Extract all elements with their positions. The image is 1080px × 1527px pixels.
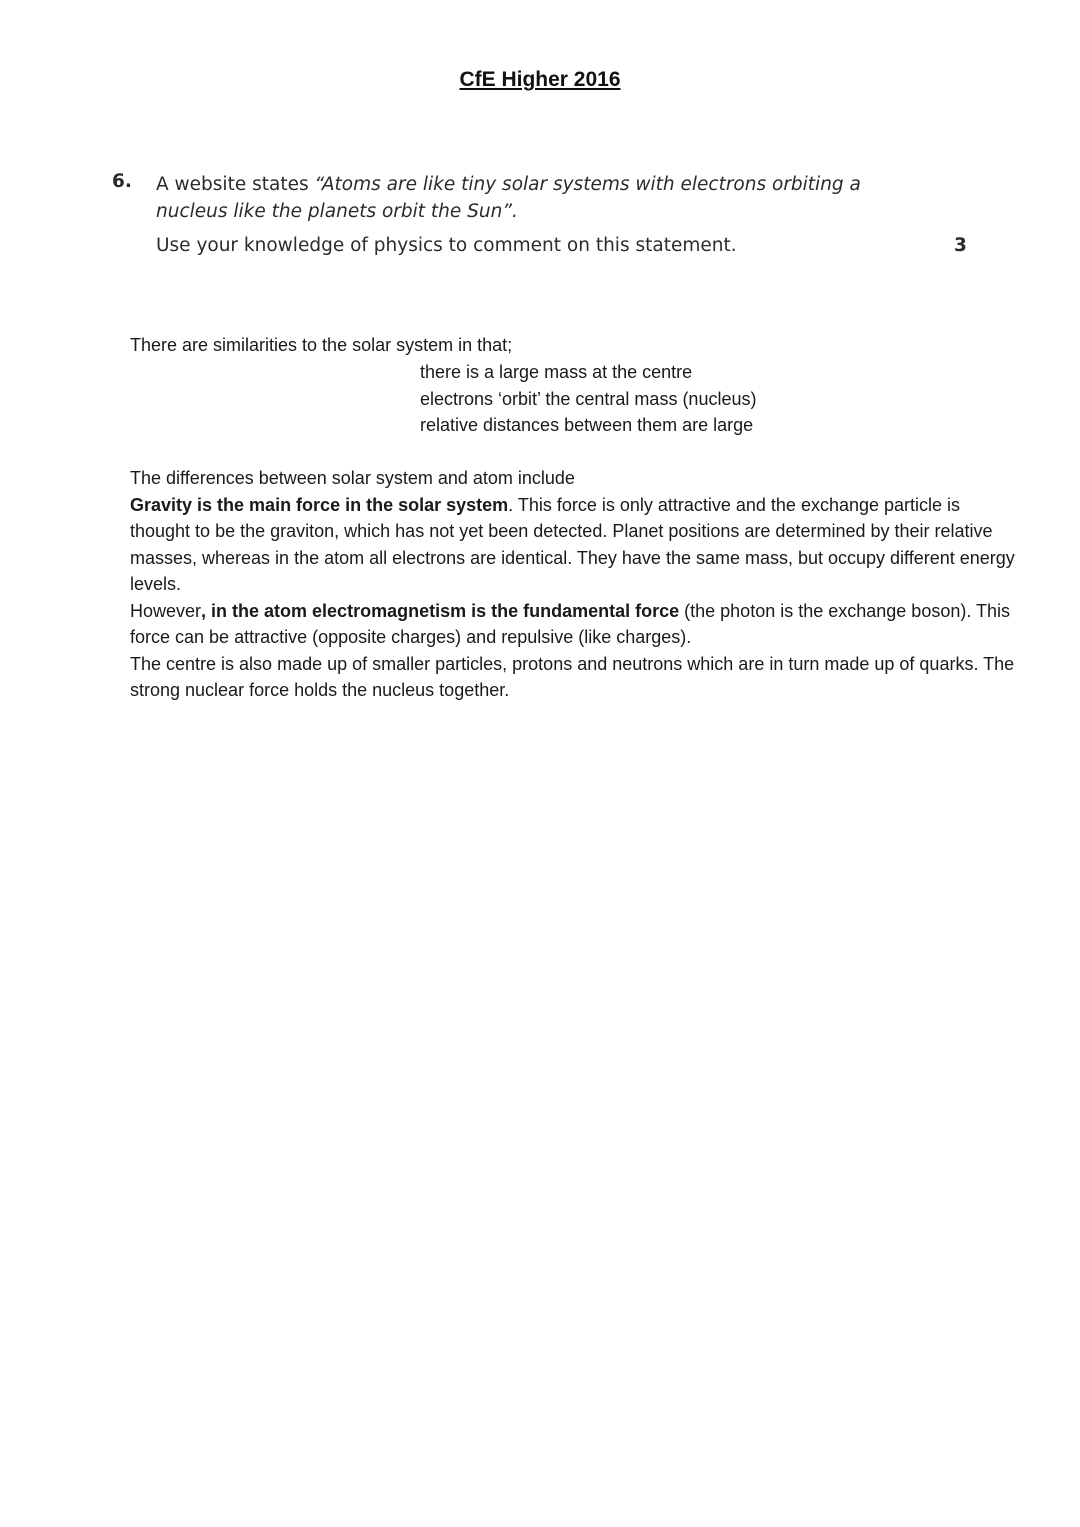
question-lead: A website states <box>156 174 315 195</box>
similarity-item: there is a large mass at the centre <box>420 362 693 382</box>
gravity-bold: Gravity is the main force in the solar system <box>130 494 509 515</box>
gravity-text: . This force is only attractive and the exchange particle is thought to be the graviton, which has not yet been detected. Planet positions are determined by their relative masses, whereas in the atom all electrons are identical. They have the same mass, but occupy different energy levels. <box>130 494 1015 594</box>
differences-section <box>130 465 1020 704</box>
question-number: 6. <box>112 171 132 192</box>
em-bold: , in the atom electromagnetism is the fundamental force <box>201 600 680 621</box>
question-marks: 3 <box>954 235 967 256</box>
similarities-list <box>420 359 756 439</box>
nucleus-paragraph: The centre is also made up of smaller particles, protons and neutrons which are in turn made up of quarks. The strong nuclear force holds the nucleus together. <box>130 653 1015 700</box>
differences-intro: The differences between solar system and atom include <box>130 468 575 488</box>
gravity-paragraph <box>130 492 1020 598</box>
em-lead: However <box>130 600 202 621</box>
em-text: (the photon is the exchange boson). This force can be attractive (opposite charges) and repulsive (like charges). <box>130 600 1011 647</box>
electromagnetism-paragraph <box>130 598 1020 651</box>
similarity-item: relative distances between them are large <box>420 415 754 435</box>
question-quote: “Atoms are like tiny solar systems with electrons orbiting a nucleus like the planets orbit the Sun”. <box>156 174 861 222</box>
page-title: CfE Higher 2016 <box>459 68 621 91</box>
question-instruction: Use your knowledge of physics to comment on this statement. <box>156 235 737 256</box>
similarities-intro: There are similarities to the solar system in that; <box>130 335 513 355</box>
similarity-item: electrons ‘orbit’ the central mass (nucleus) <box>420 388 757 409</box>
question-statement <box>156 171 936 225</box>
